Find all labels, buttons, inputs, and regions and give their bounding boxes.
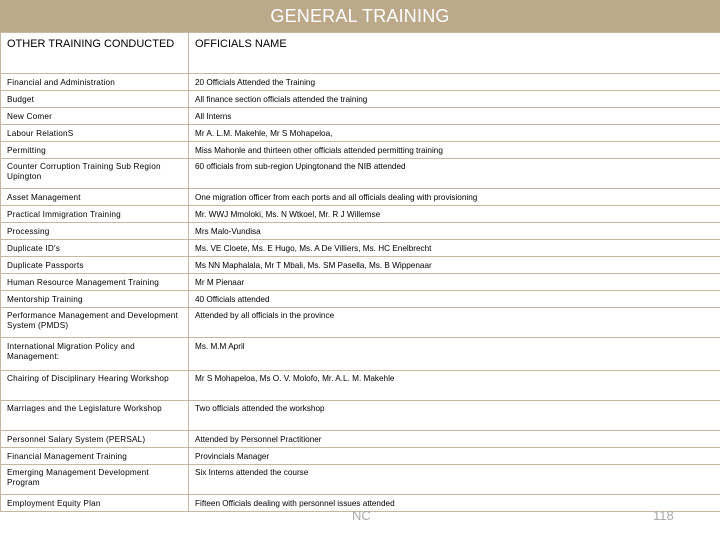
- training-name-cell: Mentorship Training: [1, 291, 189, 308]
- training-name-cell: Duplicate Passports: [1, 257, 189, 274]
- officials-name-cell: All Interns: [189, 108, 720, 125]
- training-name-cell: Duplicate ID's: [1, 240, 189, 257]
- officials-name-cell: All finance section officials attended the training: [189, 91, 720, 108]
- officials-name-cell: Six Interns attended the course: [189, 465, 720, 495]
- officials-name-cell: Mr S Mohapeloa, Ms O. V. Molofo, Mr. A.L. M. Makehle: [189, 371, 720, 401]
- officials-name-cell: Ms. VE Cloete, Ms. E Hugo, Ms. A De Villiers, Ms. HC Enelbrecht: [189, 240, 720, 257]
- table-row: [1, 308, 720, 338]
- officials-name-cell: Ms. M.M April: [189, 338, 720, 371]
- training-name-cell: Marriages and the Legislature Workshop: [1, 401, 189, 431]
- officials-name-cell: Attended by Personnel Practitioner: [189, 431, 720, 448]
- table-row: [1, 74, 720, 91]
- table-row: [1, 371, 720, 401]
- training-name-cell: Performance Management and Development System (PMDS): [1, 308, 189, 338]
- training-name-cell: Processing: [1, 223, 189, 240]
- table-row: [1, 448, 720, 465]
- training-name-cell: International Migration Policy and Management:: [1, 338, 189, 371]
- training-name-cell: Counter Corruption Training Sub Region Upington: [1, 159, 189, 189]
- training-name-cell: Financial Management Training: [1, 448, 189, 465]
- footer-label: NC: [352, 508, 371, 523]
- header-officials-name: OFFICIALS NAME: [189, 33, 720, 74]
- officials-name-cell: Miss Mahonle and thirteen other officials attended permitting training: [189, 142, 720, 159]
- training-name-cell: Human Resource Management Training: [1, 274, 189, 291]
- training-name-cell: Employment Equity Plan: [1, 495, 189, 512]
- training-table: [0, 32, 720, 512]
- training-name-cell: Budget: [1, 91, 189, 108]
- officials-name-cell: 60 officials from sub-region Upingtonand the NIB attended: [189, 159, 720, 189]
- table-row: [1, 159, 720, 189]
- training-name-cell: Asset Management: [1, 189, 189, 206]
- header-other-training: OTHER TRAINING CONDUCTED: [1, 33, 189, 74]
- table-row: [1, 206, 720, 223]
- officials-name-cell: Provincials Manager: [189, 448, 720, 465]
- table-row: [1, 108, 720, 125]
- table-row: [1, 240, 720, 257]
- training-name-cell: Practical Immigration Training: [1, 206, 189, 223]
- officials-name-cell: Ms NN Maphalala, Mr T Mbali, Ms. SM Pasella, Ms. B Wippenaar: [189, 257, 720, 274]
- officials-name-cell: 40 Officials attended: [189, 291, 720, 308]
- training-name-cell: Permitting: [1, 142, 189, 159]
- table-body: [1, 74, 720, 512]
- table-row: [1, 125, 720, 142]
- table-row: [1, 291, 720, 308]
- training-name-cell: Personnel Salary System (PERSAL): [1, 431, 189, 448]
- training-name-cell: Chairing of Disciplinary Hearing Workshop: [1, 371, 189, 401]
- officials-name-cell: Mrs Malo-Vundisa: [189, 223, 720, 240]
- officials-name-cell: Two officials attended the workshop: [189, 401, 720, 431]
- table-row: [1, 91, 720, 108]
- training-name-cell: Financial and Administration: [1, 74, 189, 91]
- table-header-row: [1, 33, 720, 74]
- table-row: [1, 257, 720, 274]
- title-bar: [0, 0, 720, 32]
- training-name-cell: Emerging Management Development Program: [1, 465, 189, 495]
- page-number: 118: [653, 508, 674, 523]
- officials-name-cell: Mr A. L.M. Makehle, Mr S Mohapeloa,: [189, 125, 720, 142]
- officials-name-cell: 20 Officials Attended the Training: [189, 74, 720, 91]
- training-name-cell: Labour RelationS: [1, 125, 189, 142]
- officials-name-cell: Attended by all officials in the province: [189, 308, 720, 338]
- table-row: [1, 142, 720, 159]
- table-row: [1, 189, 720, 206]
- table-row: [1, 401, 720, 431]
- table-row: [1, 465, 720, 495]
- officials-name-cell: One migration officer from each ports and all officials dealing with provisioning: [189, 189, 720, 206]
- table-row: [1, 338, 720, 371]
- training-name-cell: New Comer: [1, 108, 189, 125]
- table-row: [1, 223, 720, 240]
- table-row: [1, 431, 720, 448]
- officials-name-cell: Fifteen Officials dealing with personnel issues attended: [189, 495, 720, 512]
- table-row: [1, 274, 720, 291]
- officials-name-cell: Mr M Pienaar: [189, 274, 720, 291]
- officials-name-cell: Mr. WWJ Mmoloki, Ms. N Wtkoel, Mr. R J Willemse: [189, 206, 720, 223]
- page-title: GENERAL TRAINING: [270, 5, 450, 26]
